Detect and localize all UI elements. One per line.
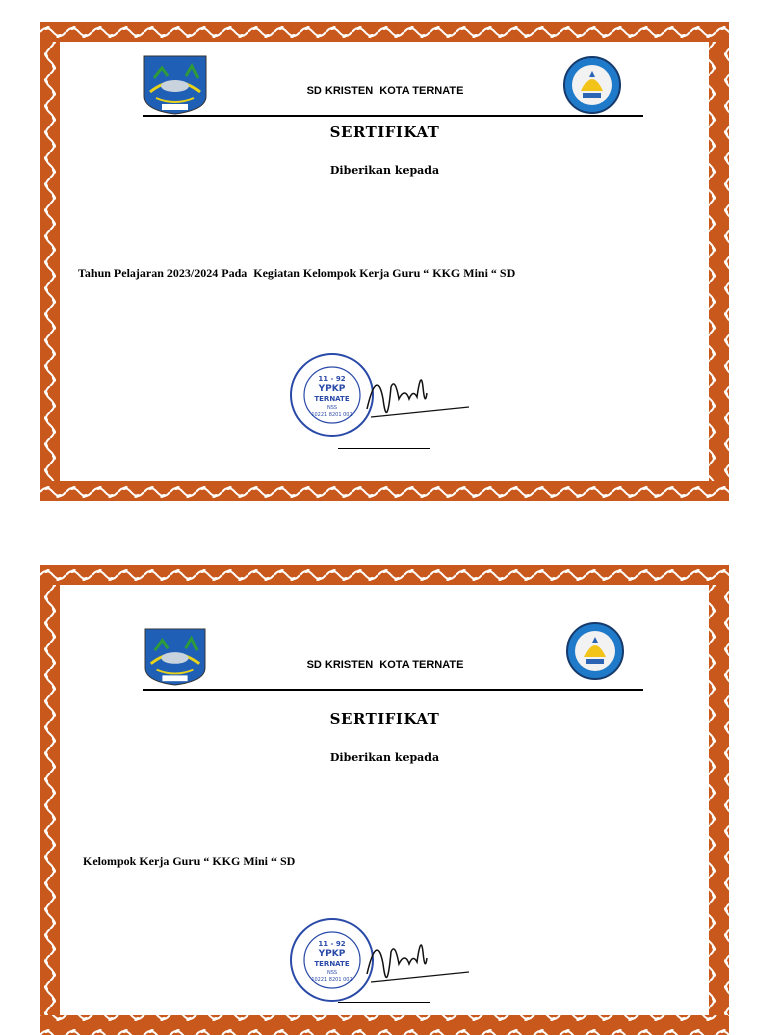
tut-wuri-handayani-logo [562, 621, 628, 681]
header-divider [143, 115, 643, 117]
regional-crest-logo [142, 54, 208, 116]
svg-text:YPKP: YPKP [318, 949, 346, 959]
school-stamp-signature [287, 912, 477, 1012]
svg-text:10221 8201 002: 10221 8201 002 [311, 412, 353, 418]
svg-text:YPKP: YPKP [318, 384, 346, 394]
certificate-title: SERTIFIKAT [329, 123, 440, 141]
svg-text:TERNATE: TERNATE [314, 960, 350, 968]
header-divider [143, 689, 643, 691]
svg-text:11 - 92: 11 - 92 [318, 375, 346, 383]
certificate-subtitle: Diberikan kepada [329, 164, 440, 177]
svg-text:10221 8201 002: 10221 8201 002 [311, 977, 353, 983]
regional-crest-logo [142, 627, 208, 687]
tut-wuri-handayani-logo [559, 55, 625, 115]
school-stamp-signature [287, 347, 477, 447]
certificate-subtitle: Diberikan kepada [329, 751, 440, 764]
svg-text:11 - 92: 11 - 92 [318, 940, 346, 948]
certificate-1 [40, 22, 729, 501]
certificate-2 [40, 565, 729, 1035]
signature-line [338, 1002, 430, 1003]
certificate-title: SERTIFIKAT [329, 710, 440, 728]
certificate-body-text: Tahun Pelajaran 2023/2024 Pada Kegiatan Kelompok Kerja Guru “ KKG Mini “ SD [78, 266, 516, 280]
svg-text:NSS: NSS [326, 405, 338, 411]
certificate-body-text: Kelompok Kerja Guru “ KKG Mini “ SD [83, 854, 296, 868]
signature-line [338, 448, 430, 449]
svg-text:TERNATE: TERNATE [314, 395, 350, 403]
school-name: SD KRISTEN KOTA TERNATE [306, 659, 464, 671]
school-name: SD KRISTEN KOTA TERNATE [306, 85, 464, 97]
svg-text:NSS: NSS [326, 970, 338, 976]
